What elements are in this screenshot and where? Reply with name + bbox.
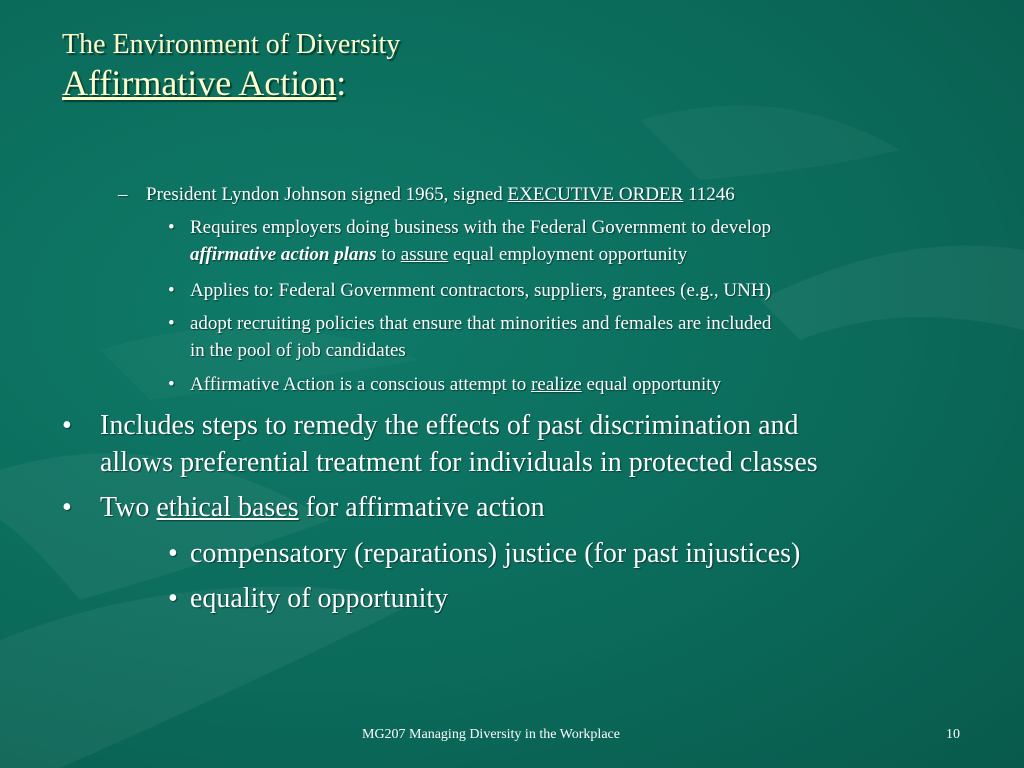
dash-text bbox=[146, 184, 735, 206]
compensatory-text: compensatory (reparations) justice (for past injustices) bbox=[190, 538, 801, 569]
footer-course-title: MG207 Managing Diversity in the Workplace bbox=[362, 727, 620, 742]
bullet-marker: • bbox=[62, 492, 72, 523]
title-affirmative-action: Affirmative Action bbox=[62, 63, 337, 103]
two-after: for affirmative action bbox=[298, 492, 545, 523]
bullet-marker: • bbox=[168, 538, 178, 569]
realize-text: realize bbox=[531, 374, 582, 395]
bullet-marker: • bbox=[168, 583, 178, 614]
title-colon: : bbox=[336, 63, 347, 103]
equality-text: equality of opportunity bbox=[190, 583, 449, 614]
requires-line-1: Requires employers doing business with the Federal Government to develop bbox=[190, 217, 771, 238]
bullet-marker: • bbox=[168, 374, 175, 395]
requires-mid: to bbox=[376, 244, 401, 265]
dash-text-before: President Lyndon Johnson signed 1965, signed bbox=[146, 184, 508, 205]
executive-order-link: EXECUTIVE ORDER bbox=[507, 184, 684, 205]
requires-line-2 bbox=[190, 244, 687, 266]
bullet-marker: • bbox=[168, 313, 175, 334]
two-before: Two bbox=[100, 492, 157, 523]
affirmative-action-plans-text: affirmative action plans bbox=[190, 244, 377, 265]
conscious-before: Affirmative Action is a conscious attempt to bbox=[190, 374, 532, 395]
includes-line-1: Includes steps to remedy the effects of past discrimination and bbox=[100, 410, 799, 441]
assure-text: assure bbox=[400, 244, 449, 265]
ethical-bases-text: ethical bases bbox=[156, 492, 299, 523]
adopt-line-1: adopt recruiting policies that ensure that minorities and females are included bbox=[190, 313, 772, 334]
requires-after: equal employment opportunity bbox=[448, 244, 688, 265]
dash-text-after: 11246 bbox=[683, 184, 735, 205]
bullet-marker: • bbox=[62, 410, 72, 441]
conscious-text bbox=[190, 374, 721, 396]
slide-number: 10 bbox=[946, 727, 960, 742]
two-ethical-bases-text bbox=[100, 490, 545, 526]
conscious-after: equal opportunity bbox=[581, 374, 721, 395]
bullet-marker: • bbox=[168, 217, 175, 238]
adopt-line-2: in the pool of job candidates bbox=[190, 340, 406, 361]
includes-line-2: allows preferential treatment for individuals in protected classes bbox=[100, 447, 818, 478]
dash-marker: – bbox=[118, 184, 128, 205]
bullet-marker: • bbox=[168, 280, 175, 301]
applies-text: Applies to: Federal Government contractors, suppliers, grantees (e.g., UNH) bbox=[190, 280, 771, 301]
title-line-1: The Environment of Diversity bbox=[62, 29, 401, 60]
